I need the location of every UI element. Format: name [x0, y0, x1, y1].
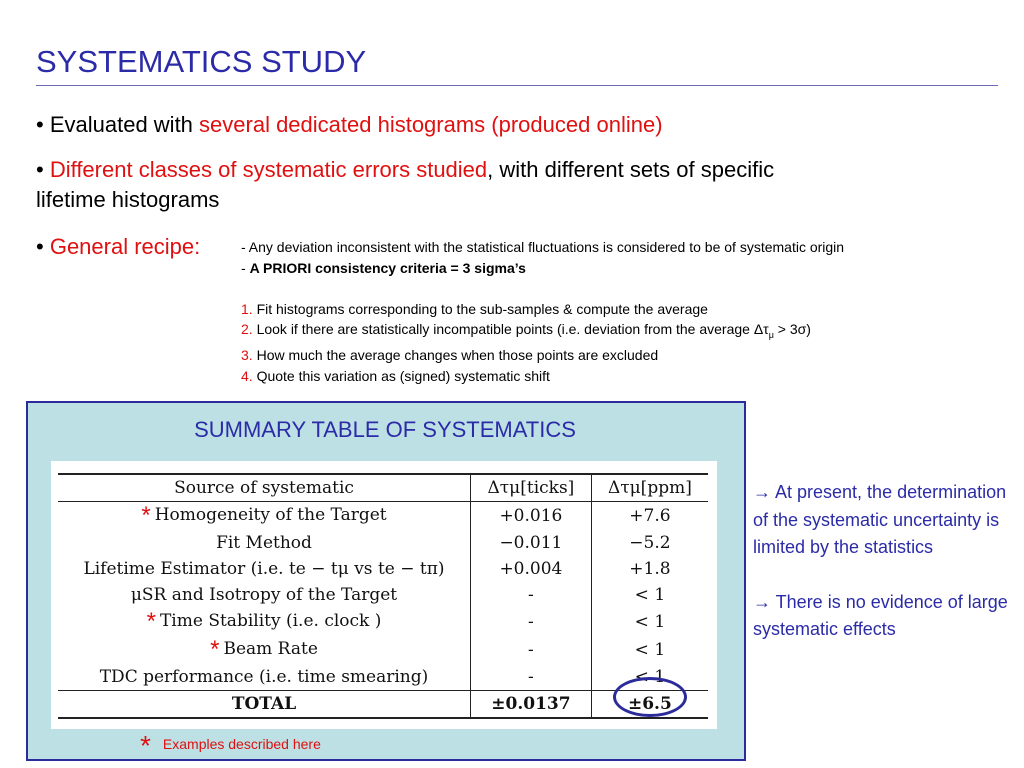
table-row: [58, 664, 708, 691]
side-note-text: At present, the determination of the systematic uncertainty is limited by the statistics: [753, 482, 1007, 557]
recipe-line: [241, 258, 1011, 279]
side-note: [753, 589, 1013, 644]
table-row: [58, 608, 708, 636]
row-ppm: < 1: [634, 612, 666, 632]
step-text: Look if there are statistically incompatible points (i.e. deviation from the average Δτ: [256, 321, 769, 337]
bullet-classes: [36, 155, 936, 215]
source-label: TDC performance (i.e. time smearing): [99, 667, 429, 687]
footnote-text: Examples described here: [162, 736, 321, 752]
table-total-row: [58, 691, 708, 719]
bullet-highlight: General recipe:: [49, 234, 201, 259]
bullet-marker: •: [36, 112, 44, 137]
summary-title: SUMMARY TABLE OF SYSTEMATICS: [194, 417, 576, 442]
bullet-highlight: several dedicated histograms (produced online): [199, 112, 663, 137]
source-label: Lifetime Estimator (i.e. te − tμ vs te − tπ): [83, 559, 445, 579]
row-ppm: < 1: [634, 667, 666, 687]
bullet-evaluated: [36, 110, 663, 140]
table-row: [58, 530, 708, 556]
row-source: [58, 530, 471, 556]
row-ticks: -: [471, 582, 592, 608]
row-source: [58, 502, 471, 531]
row-source: [58, 664, 471, 691]
total-highlight-circle: [613, 677, 687, 717]
total-ticks: ±0.0137: [471, 691, 592, 719]
title-divider: [36, 85, 998, 86]
step-number: 3.: [241, 347, 253, 364]
source-label: μSR and Isotropy of the Target: [130, 585, 398, 605]
recipe-step: [241, 366, 1011, 387]
row-ppm: < 1: [634, 585, 666, 605]
header-source: Source of systematic: [58, 474, 471, 502]
footnote-asterisk: *: [140, 730, 151, 761]
row-ticks: +0.016: [471, 502, 592, 531]
recipe-list: [241, 237, 1011, 386]
row-source: [58, 608, 471, 636]
recipe-step: [241, 319, 1011, 345]
bullet-text-cont: lifetime histograms: [36, 187, 220, 212]
step-text: Fit histograms corresponding to the sub-samples & compute the average: [256, 300, 708, 317]
header-ticks: Δτμ[ticks]: [471, 474, 592, 502]
step-tail: > 3σ): [773, 321, 811, 337]
row-ppm: −5.2: [629, 533, 671, 553]
total-label: TOTAL: [58, 691, 471, 719]
asterisk-marker: *: [210, 636, 220, 663]
table-row: [58, 582, 708, 608]
row-ticks: -: [471, 608, 592, 636]
recipe-line: - Any deviation inconsistent with the statistical fluctuations is considered to be of systematic origin: [241, 239, 845, 255]
recipe-spacer: [241, 278, 1011, 299]
table-row: [58, 556, 708, 582]
bullet-marker: •: [36, 234, 44, 259]
recipe-criteria: A PRIORI consistency criteria = 3 sigma’s: [249, 259, 526, 276]
row-source: [58, 582, 471, 608]
step-text: Quote this variation as (signed) systematic shift: [256, 367, 550, 384]
source-label: Fit Method: [216, 533, 312, 553]
bullet-marker: •: [36, 157, 44, 182]
footnote: [140, 730, 321, 762]
step-text: How much the average changes when those points are excluded: [256, 347, 659, 364]
table-header-row: [58, 474, 708, 502]
step-subscript: μ: [768, 329, 774, 340]
row-ticks: -: [471, 664, 592, 691]
table-row: [58, 636, 708, 664]
bullet-recipe: [36, 232, 200, 262]
row-source: [58, 636, 471, 664]
source-label: Time Stability (i.e. clock ): [159, 611, 382, 631]
slide-title: SYSTEMATICS STUDY: [36, 44, 367, 79]
total-ppm: ±6.5: [627, 694, 672, 714]
step-number: 2.: [241, 321, 253, 337]
row-ppm: +1.8: [629, 559, 671, 579]
side-notes: [753, 479, 1013, 671]
row-ticks: −0.011: [471, 530, 592, 556]
recipe-step: [241, 299, 1011, 320]
row-ticks: +0.004: [471, 556, 592, 582]
table-row: [58, 502, 708, 531]
source-label: Beam Rate: [223, 639, 318, 659]
row-ppm: +7.6: [629, 506, 671, 526]
asterisk-marker: *: [141, 502, 151, 529]
step-number: 1.: [241, 300, 253, 317]
bullet-text: , with different sets of specific: [487, 157, 775, 182]
row-source: [58, 556, 471, 582]
side-note: [753, 479, 1013, 562]
step-number: 4.: [241, 367, 253, 384]
bullet-highlight: Different classes of systematic errors studied: [49, 157, 488, 182]
source-label: Homogeneity of the Target: [154, 505, 387, 525]
recipe-dash: -: [241, 259, 250, 276]
bullet-text: Evaluated with: [49, 112, 200, 137]
arrow-right-icon: →: [753, 591, 771, 612]
recipe-step: [241, 345, 1011, 366]
header-ppm: Δτμ[ppm]: [607, 478, 692, 498]
row-ticks: -: [471, 636, 592, 664]
systematics-table: [58, 473, 708, 719]
asterisk-marker: *: [146, 608, 156, 635]
arrow-right-icon: →: [753, 482, 771, 502]
side-note-text: There is no evidence of large systematic effects: [753, 591, 1008, 639]
row-ppm: < 1: [634, 640, 666, 660]
